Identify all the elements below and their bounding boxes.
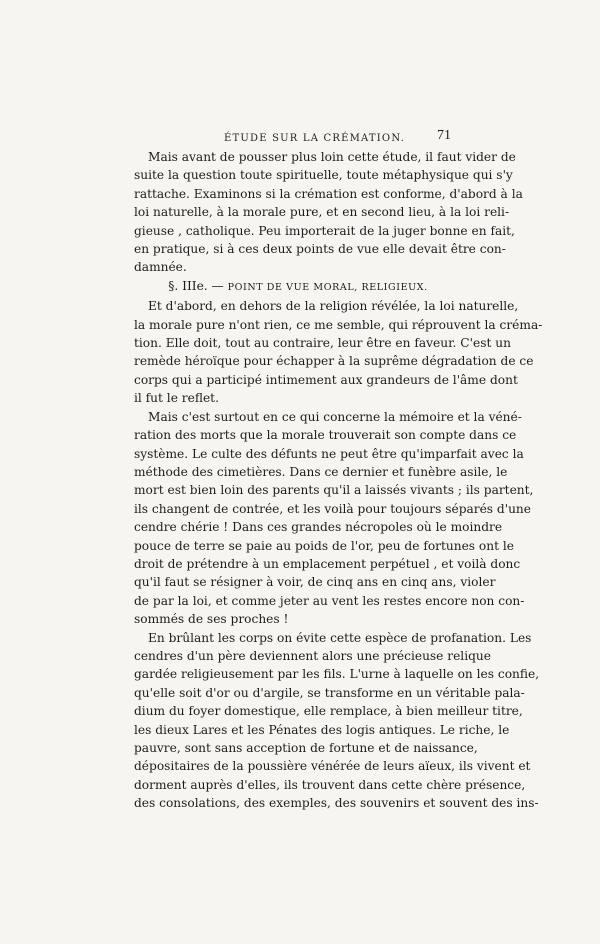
text-line: loi naturelle, à la morale pure, et en second lieu, à la loi reli- [134,205,510,220]
section-title: POINT DE VUE MORAL, RELIGIEUX. [227,281,428,293]
text-line: de par la loi, et comme jeter au vent les restes encore non con- [134,593,525,608]
text-line: cendre chérie ! Dans ces grandes nécropoles où le moindre [134,520,503,535]
paragraph-3 [134,408,534,629]
section-number: §. IIIe. — [168,278,224,293]
text-line: des consolations, des exemples, des souvenirs et souvent des ins- [134,796,539,811]
paragraph-4 [134,629,540,813]
text-line: cendres d'un père deviennent alors une précieuse relique [134,648,491,663]
text-line: ils changent de contrée, et les voilà pour toujours séparés d'une [134,501,531,516]
text-line: qu'elle soit d'or ou d'argile, se transforme en un véritable pala- [134,685,525,700]
text-line: remède héroïque pour échapper à la suprême dégradation de ce [134,354,534,369]
text-line: système. Le culte des défunts ne peut être qu'imparfait avec la [134,446,524,461]
text-line: Et d'abord, en dehors de la religion révélée, la loi naturelle, [148,299,519,314]
section-heading [134,277,462,297]
text-line: pouce de terre se paie au poids de l'or, peu de fortunes ont le [134,538,515,553]
text-line: Mais c'est surtout en ce qui concerne la mémoire et la véné- [148,409,522,424]
running-title: ÉTUDE SUR LA CRÉMATION. [224,133,406,144]
page-number: 71 [437,128,451,143]
text-line: rattache. Examinons si la crémation est conforme, d'abord à la [134,186,523,201]
text-line: gieuse , catholique. Peu importerait de la juger bonne en fait, [134,223,515,238]
text-line: gardée religieusement par les fils. L'urne à laquelle on les confie, [134,667,540,682]
text-line: ration des morts que la morale trouverait son compte dans ce [134,428,517,443]
paragraph-2 [134,297,543,407]
text-line: qu'il faut se résigner à voir, de cinq ans en cinq ans, violer [134,575,496,590]
text-line: les dieux Lares et les Pénates des logis antiques. Le riche, le [134,722,510,737]
text-line: suite la question toute spirituelle, toute métaphysique qui s'y [134,168,513,183]
page-body [134,148,543,813]
text-line: dorment auprès d'elles, ils trouvent dans cette chère présence, [134,777,526,792]
text-line: Mais avant de pousser plus loin cette étude, il faut vider de [148,150,516,164]
text-line: En brûlant les corps on évite cette espèce de profanation. Les [148,630,532,645]
text-line: la morale pure n'ont rien, ce me semble, qui réprouvent la créma- [134,317,543,332]
text-line: pauvre, sont sans acception de fortune et de naissance, [134,741,478,755]
text-line: dépositaires de la poussière vénérée de leurs aïeux, ils vivent et [134,759,531,774]
text-line: tion. Elle doit, tout au contraire, leur être en faveur. C'est un [134,336,511,351]
text-line: droit de prétendre à un emplacement perpétuel , et voilà donc [134,556,521,571]
text-line: dium du foyer domestique, elle remplace, à bien meilleur titre, [134,704,523,719]
text-line: damnée. [134,260,187,275]
paragraph-1 [134,148,523,277]
text-line: il fut le reflet. [134,391,219,406]
text-line: mort est bien loin des parents qu'il a laissés vivants ; ils partent, [134,483,534,498]
text-line: sommés de ses proches ! [134,612,289,627]
text-line: méthode des cimetières. Dans ce dernier et funèbre asile, le [134,464,508,479]
text-line: corps qui a participé intimement aux grandeurs de l'âme dont [134,372,518,387]
text-line: en pratique, si à ces deux points de vue elle devait être con- [134,242,506,257]
